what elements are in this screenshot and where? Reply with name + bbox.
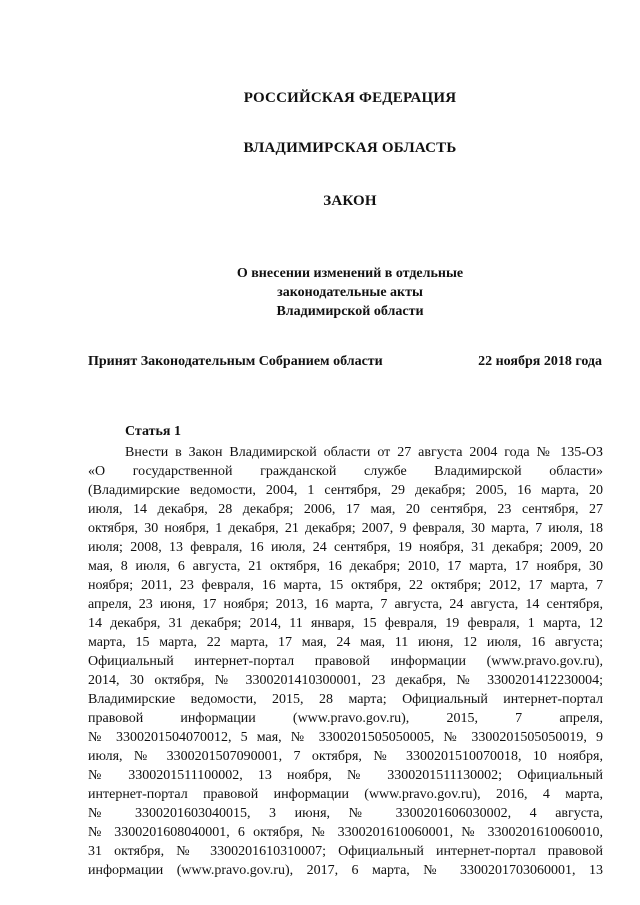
law-title-line: Владимирской области [276,304,424,319]
law-title-line: законодательные акты [277,285,423,300]
country-heading: РОССИЙСКАЯ ФЕДЕРАЦИЯ [243,90,457,106]
body-line: мая, 8 июля, 6 августа, 21 октября, 16 декабря; 2010, 17 марта, 17 ноября, 30 [88,559,603,574]
law-title-line: О внесении изменений в отдельные [236,266,464,281]
adoption-date: 22 ноября 2018 года [478,354,602,369]
body-line: марта, 15 марта, 22 марта, 17 мая, 24 мая, 11 июня, 12 июля, 16 августа; [88,635,603,650]
law-title [0,264,640,321]
region-heading: ВЛАДИМИРСКАЯ ОБЛАСТЬ [243,140,457,156]
body-line: «О государственной гражданской службе Владимирской области» [88,464,603,479]
article-body [88,443,603,880]
body-line: ноября; 2011, 23 февраля, 16 марта, 15 октября, 22 октября; 2012, 17 марта, 7 [88,578,603,593]
body-line: информации (www.pravo.gov.ru), 2017, 6 марта, № 3300201703060001, 13 [88,863,603,878]
document-type-heading: ЗАКОН [323,193,377,209]
body-line: 31 октября, № 3300201610310007; Официальный интернет-портал правовой [88,844,603,859]
body-line: (Владимирские ведомости, 2004, 1 сентября, 29 декабря; 2005, 16 марта, 20 [88,483,603,498]
body-line: Владимирские ведомости, 2015, 28 марта; Официальный интернет-портал [88,692,603,707]
body-line: № 3300201608040001, 6 октября, № 3300201610060001, № 3300201610060010, [88,825,603,840]
body-line: № 3300201511100002, 13 ноября, № 3300201511130002; Официальный [88,768,603,783]
body-line: июля; 2008, 13 февраля, 16 июля, 24 сентября, 19 ноября, 31 декабря; 2009, 20 [88,540,603,555]
body-line: № 3300201603040015, 3 июня, № 3300201606030002, 4 августа, [88,806,603,821]
body-line: правовой информации (www.pravo.gov.ru), 2015, 7 апреля, [88,711,603,726]
body-line: Официальный интернет-портал правовой информации (www.pravo.gov.ru), [88,654,603,669]
article-heading: Статья 1 [125,424,181,439]
body-line: июля, 14 декабря, 28 декабря; 2006, 17 мая, 20 сентября, 23 сентября, 27 [88,502,603,517]
body-line: 14 декабря, 31 декабря; 2014, 11 января, 15 февраля, 19 февраля, 1 марта, 12 [88,616,603,631]
body-line: октября, 30 ноября, 1 декабря, 21 декабря; 2007, 9 февраля, 30 марта, 7 июля, 18 [88,521,603,536]
body-line: Внести в Закон Владимирской области от 27 августа 2004 года № 135-ОЗ [125,445,603,460]
adopting-body: Принят Законодательным Собранием области [88,354,383,369]
body-line: № 3300201504070012, 5 мая, № 3300201505050005, № 3300201505050019, 9 [88,730,603,745]
body-line: интернет-портал правовой информации (www.pravo.gov.ru), 2016, 4 марта, [88,787,603,802]
body-line: апреля, 23 июня, 17 ноября; 2013, 16 марта, 7 августа, 24 августа, 14 сентября, [88,597,603,612]
body-line: июля, № 3300201507090001, 7 октября, № 3300201510070018, 10 ноября, [88,749,603,764]
body-line: 2014, 30 октября, № 3300201410300001, 23 декабря, № 3300201412230004; [88,673,603,688]
